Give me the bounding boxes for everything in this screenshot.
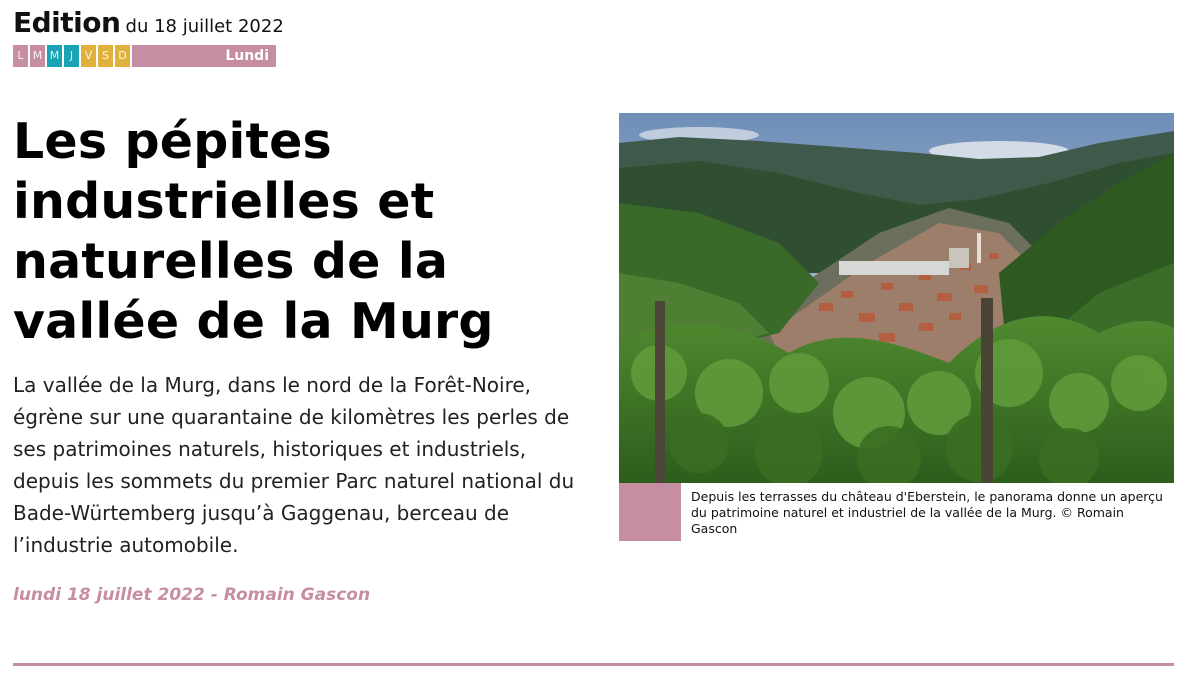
edition-date: du 18 juillet 2022 xyxy=(125,16,284,37)
edition-header xyxy=(13,6,284,67)
weekday-cell: M xyxy=(47,45,62,67)
weekday-bar xyxy=(13,45,276,67)
valley-panorama-image xyxy=(619,113,1174,483)
edition-label: Edition xyxy=(13,6,121,39)
current-day-label: Lundi xyxy=(132,45,276,67)
caption-accent-block xyxy=(619,483,681,541)
photo-caption: Depuis les terrasses du château d'Eberstein, le panorama donne un aperçu du patrimoine naturel et industriel de la vallée de la Murg. © Romain Gascon xyxy=(691,489,1163,536)
weekday-cell: D xyxy=(115,45,130,67)
weekday-cell: L xyxy=(13,45,28,67)
article-title: Les pépites industrielles et naturelles de la vallée de la Murg xyxy=(13,113,494,350)
bottom-divider xyxy=(13,663,1174,666)
weekday-cell: S xyxy=(98,45,113,67)
article-lead: La vallée de la Murg, dans le nord de la Forêt-Noire, égrène sur une quarantaine de kilomètres les perles de ses patrimoines naturels, historiques et industriels, depuis les sommets du premier Parc naturel national du Bade-Würtemberg jusqu’à Gaggenau, berceau de l’industrie automobile. xyxy=(13,373,575,557)
weekday-cell: J xyxy=(64,45,79,67)
edition-title-line xyxy=(13,6,284,44)
article-photo xyxy=(619,113,1174,483)
article-byline: lundi 18 juillet 2022 - Romain Gascon xyxy=(13,585,371,605)
weekday-cell: V xyxy=(81,45,96,67)
weekday-cell: M xyxy=(30,45,45,67)
